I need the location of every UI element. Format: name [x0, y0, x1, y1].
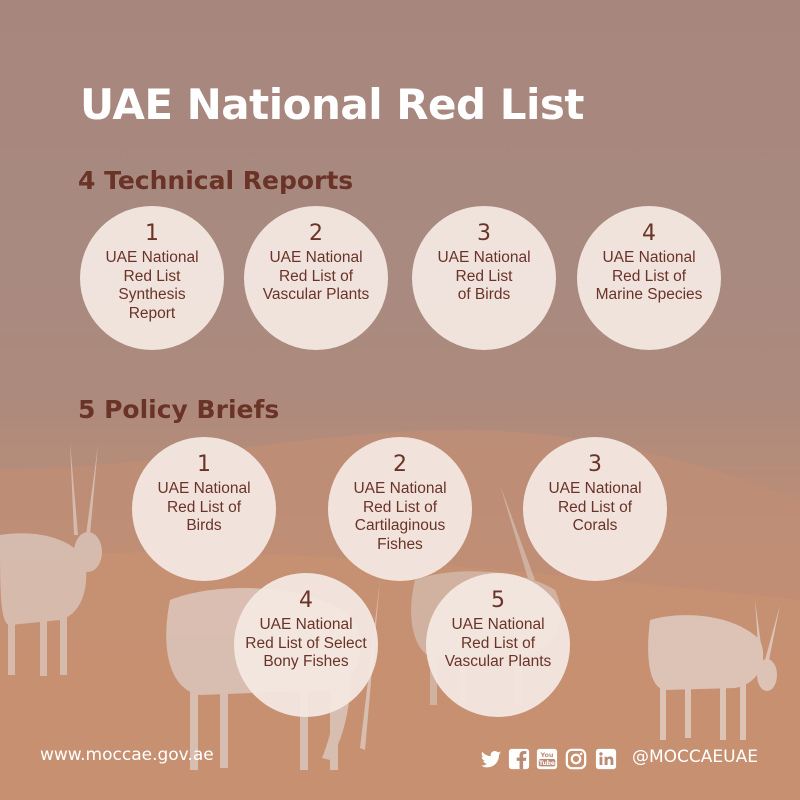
report-label: UAE National Red List of Marine Species: [595, 249, 703, 303]
linkedin-icon[interactable]: [595, 748, 617, 770]
report-number: 4: [642, 221, 656, 246]
brief-number: 4: [299, 588, 313, 613]
report-number: 3: [477, 221, 491, 246]
technical-report-4[interactable]: [577, 206, 721, 350]
oryx-right-image: [645, 600, 795, 750]
report-label: UAE National Red List of Vascular Plants: [262, 249, 370, 303]
brief-number: 1: [197, 452, 211, 477]
technical-report-1[interactable]: [80, 206, 224, 350]
oryx-left-image: [0, 440, 130, 690]
twitter-icon[interactable]: [480, 748, 502, 770]
report-number: 1: [145, 221, 159, 246]
brief-label: UAE National Red List of Select Bony Fishes: [245, 616, 367, 670]
brief-label: UAE National Red List of Cartilaginous Fishes: [353, 480, 447, 553]
brief-number: 5: [491, 588, 505, 613]
technical-report-3[interactable]: [412, 206, 556, 350]
brief-number: 2: [393, 452, 407, 477]
policy-brief-5[interactable]: [426, 573, 570, 717]
policy-brief-4[interactable]: [234, 573, 378, 717]
policy-brief-1[interactable]: [132, 437, 276, 581]
website-link[interactable]: www.moccae.gov.ae: [40, 745, 214, 765]
svg-text:You: You: [540, 751, 554, 760]
youtube-icon[interactable]: [536, 748, 558, 770]
brief-label: UAE National Red List of Birds: [157, 480, 251, 534]
technical-report-2[interactable]: [244, 206, 388, 350]
policy-brief-2[interactable]: [328, 437, 472, 581]
instagram-icon[interactable]: [565, 748, 587, 770]
brief-label: UAE National Red List of Vascular Plants: [444, 616, 552, 670]
policy-briefs-heading: 5 Policy Briefs: [78, 395, 280, 424]
svg-text:Tube: Tube: [539, 759, 555, 767]
page-title: UAE National Red List: [80, 80, 584, 129]
social-handle[interactable]: @MOCCAEUAE: [632, 747, 758, 767]
report-label: UAE National Red List Synthesis Report: [105, 249, 199, 322]
policy-brief-3[interactable]: [523, 437, 667, 581]
facebook-icon[interactable]: [508, 748, 530, 770]
report-label: UAE National Red List of Birds: [437, 249, 531, 303]
brief-label: UAE National Red List of Corals: [548, 480, 642, 534]
technical-reports-heading: 4 Technical Reports: [78, 166, 354, 195]
report-number: 2: [309, 221, 323, 246]
brief-number: 3: [588, 452, 602, 477]
